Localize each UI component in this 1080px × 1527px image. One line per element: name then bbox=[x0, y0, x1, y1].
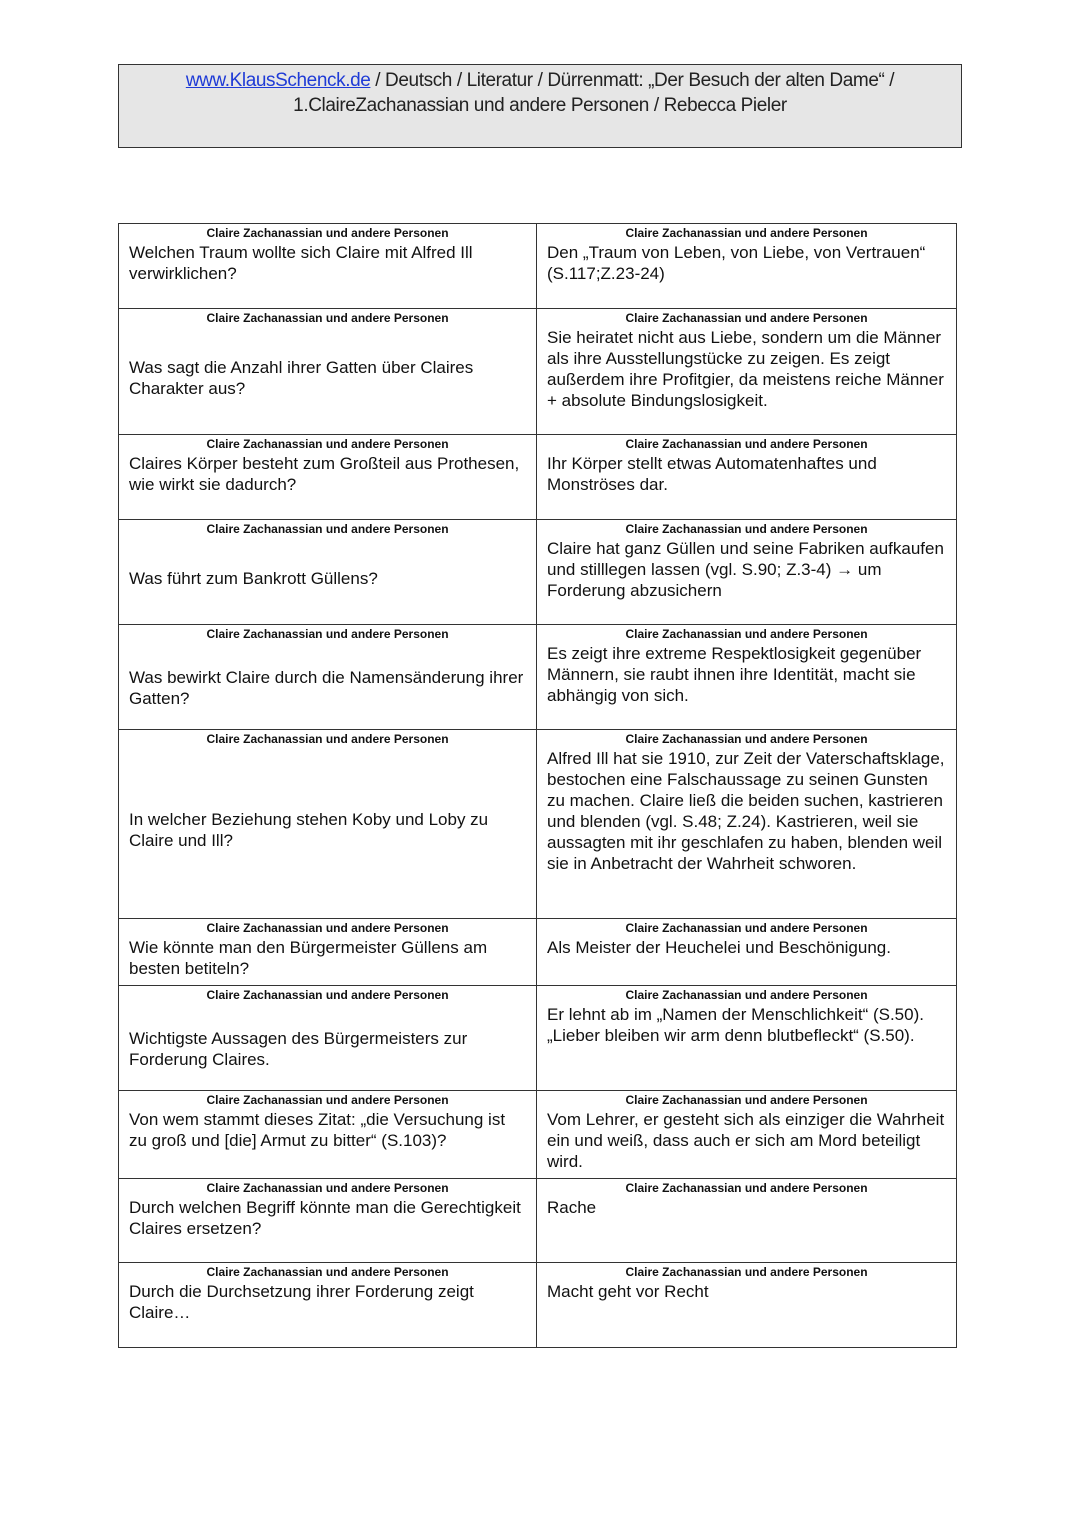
question-card bbox=[119, 1179, 537, 1263]
document-header bbox=[118, 64, 962, 148]
card-topic-label: Claire Zachanassian und andere Personen bbox=[206, 1265, 449, 1279]
question-card bbox=[119, 1091, 537, 1179]
card-topic-label: Claire Zachanassian und andere Personen bbox=[625, 988, 868, 1002]
answer-text: Sie heiratet nicht aus Liebe, sondern um die Männer als ihre Ausstellungstücke zu zeigen. Es zeigt außerdem ihre Profitgier, da meistens reiche Männer + absolute Bindungslosigkeit. bbox=[547, 328, 944, 410]
card-topic-label: Claire Zachanassian und andere Personen bbox=[206, 732, 449, 746]
website-link[interactable]: www.KlausSchenck.de bbox=[185, 70, 371, 91]
answer-card bbox=[537, 919, 957, 986]
card-row bbox=[119, 1091, 957, 1179]
card-topic-label: Claire Zachanassian und andere Personen bbox=[625, 1265, 868, 1279]
answer-text: Ihr Körper stellt etwas Automatenhaftes und Monströses dar. bbox=[547, 454, 877, 494]
card-row bbox=[119, 435, 957, 520]
card-topic-label: Claire Zachanassian und andere Personen bbox=[625, 311, 868, 325]
answer-card bbox=[537, 986, 957, 1091]
answer-card bbox=[537, 224, 957, 309]
answer-card bbox=[537, 520, 957, 625]
question-text: Was führt zum Bankrott Güllens? bbox=[129, 568, 378, 588]
question-text: Was bewirkt Claire durch die Namensänderung ihrer Gatten? bbox=[129, 668, 524, 708]
card-topic-label: Claire Zachanassian und andere Personen bbox=[206, 627, 449, 641]
answer-card bbox=[537, 1179, 957, 1263]
card-topic-label: Claire Zachanassian und andere Personen bbox=[206, 1181, 449, 1195]
card-topic-label: Claire Zachanassian und andere Personen bbox=[206, 921, 449, 935]
card-topic-label: Claire Zachanassian und andere Personen bbox=[625, 437, 868, 451]
card-row bbox=[119, 224, 957, 309]
question-card bbox=[119, 520, 537, 625]
question-card bbox=[119, 625, 537, 730]
answer-text: Als Meister der Heuchelei und Beschönigung. bbox=[547, 938, 891, 957]
card-row bbox=[119, 625, 957, 730]
header-line-2: 1.ClaireZachanassian und andere Personen / Rebecca Pieler bbox=[293, 95, 787, 116]
card-topic-label: Claire Zachanassian und andere Personen bbox=[625, 522, 868, 536]
card-topic-label: Claire Zachanassian und andere Personen bbox=[206, 437, 449, 451]
flashcard-table bbox=[118, 223, 957, 1348]
question-card bbox=[119, 435, 537, 520]
header-line-1 bbox=[119, 68, 961, 93]
question-card bbox=[119, 224, 537, 309]
answer-card bbox=[537, 309, 957, 435]
question-text: Wie könnte man den Bürgermeister Güllens am besten betiteln? bbox=[129, 938, 488, 978]
card-topic-label: Claire Zachanassian und andere Personen bbox=[206, 1093, 449, 1107]
question-text: Durch welchen Begriff könnte man die Gerechtigkeit Claires ersetzen? bbox=[129, 1198, 521, 1238]
answer-text: Den „Traum von Leben, von Liebe, von Vertrauen“ (S.117;Z.23-24) bbox=[547, 243, 926, 283]
header-line-1-text: / Deutsch / Literatur / Dürrenmatt: „Der Besuch der alten Dame“ / bbox=[370, 70, 895, 91]
answer-card bbox=[537, 1091, 957, 1179]
card-topic-label: Claire Zachanassian und andere Personen bbox=[625, 226, 868, 240]
card-topic-label: Claire Zachanassian und andere Personen bbox=[625, 1181, 868, 1195]
answer-text: Claire hat ganz Güllen und seine Fabriken aufkaufen und stilllegen lassen (vgl. S.90; Z.3-4) → um Forderung abzusichern bbox=[547, 539, 944, 600]
question-text: In welcher Beziehung stehen Koby und Loby zu Claire und Ill? bbox=[129, 810, 489, 850]
question-card bbox=[119, 309, 537, 435]
question-card bbox=[119, 986, 537, 1091]
answer-text: Vom Lehrer, er gesteht sich als einziger die Wahrheit ein und weiß, dass auch er sich am Mord beteiligt wird. bbox=[547, 1110, 945, 1171]
answer-card bbox=[537, 435, 957, 520]
answer-text: Er lehnt ab im „Namen der Menschlichkeit“ (S.50). „Lieber bleiben wir arm denn blutbefleckt“ (S.50). bbox=[547, 1005, 924, 1045]
card-row bbox=[119, 1263, 957, 1348]
card-topic-label: Claire Zachanassian und andere Personen bbox=[206, 988, 449, 1002]
question-card bbox=[119, 919, 537, 986]
card-topic-label: Claire Zachanassian und andere Personen bbox=[625, 732, 868, 746]
card-row bbox=[119, 309, 957, 435]
answer-card bbox=[537, 625, 957, 730]
answer-text: Es zeigt ihre extreme Respektlosigkeit gegenüber Männern, sie raubt ihnen ihre Identität, macht sie abhängig von sich. bbox=[547, 644, 922, 705]
answer-text: Rache bbox=[547, 1198, 597, 1217]
question-text: Wichtigste Aussagen des Bürgermeisters zur Forderung Claires. bbox=[129, 1029, 468, 1069]
card-row bbox=[119, 1179, 957, 1263]
question-text: Von wem stammt dieses Zitat: „die Versuchung ist zu groß und [die] Armut zu bitter“ (S.103)? bbox=[129, 1110, 506, 1150]
card-topic-label: Claire Zachanassian und andere Personen bbox=[206, 311, 449, 325]
card-row bbox=[119, 986, 957, 1091]
card-row bbox=[119, 919, 957, 986]
answer-card bbox=[537, 1263, 957, 1348]
card-topic-label: Claire Zachanassian und andere Personen bbox=[625, 921, 868, 935]
question-text: Claires Körper besteht zum Großteil aus Prothesen, wie wirkt sie dadurch? bbox=[129, 454, 520, 494]
card-topic-label: Claire Zachanassian und andere Personen bbox=[206, 226, 449, 240]
card-topic-label: Claire Zachanassian und andere Personen bbox=[206, 522, 449, 536]
card-row bbox=[119, 520, 957, 625]
card-topic-label: Claire Zachanassian und andere Personen bbox=[625, 1093, 868, 1107]
card-row bbox=[119, 730, 957, 919]
question-card bbox=[119, 730, 537, 919]
question-text: Welchen Traum wollte sich Claire mit Alfred Ill verwirklichen? bbox=[129, 243, 473, 283]
question-text: Was sagt die Anzahl ihrer Gatten über Claires Charakter aus? bbox=[129, 357, 474, 398]
answer-text: Alfred Ill hat sie 1910, zur Zeit der Vaterschaftsklage, bestochen eine Falschaussage zu seinen Gunsten zu machen. Claire ließ die beiden suchen, kastrieren und blenden (vgl. S.48; Z.24). Kastrieren, weil sie aussagten mit ihr geschlafen zu haben, blenden weil sie in Anbetracht der Wahrheit schworen. bbox=[547, 749, 945, 873]
question-card bbox=[119, 1263, 537, 1348]
question-text: Durch die Durchsetzung ihrer Forderung zeigt Claire… bbox=[129, 1282, 474, 1322]
answer-text: Macht geht vor Recht bbox=[547, 1282, 709, 1301]
answer-card bbox=[537, 730, 957, 919]
card-topic-label: Claire Zachanassian und andere Personen bbox=[625, 627, 868, 641]
